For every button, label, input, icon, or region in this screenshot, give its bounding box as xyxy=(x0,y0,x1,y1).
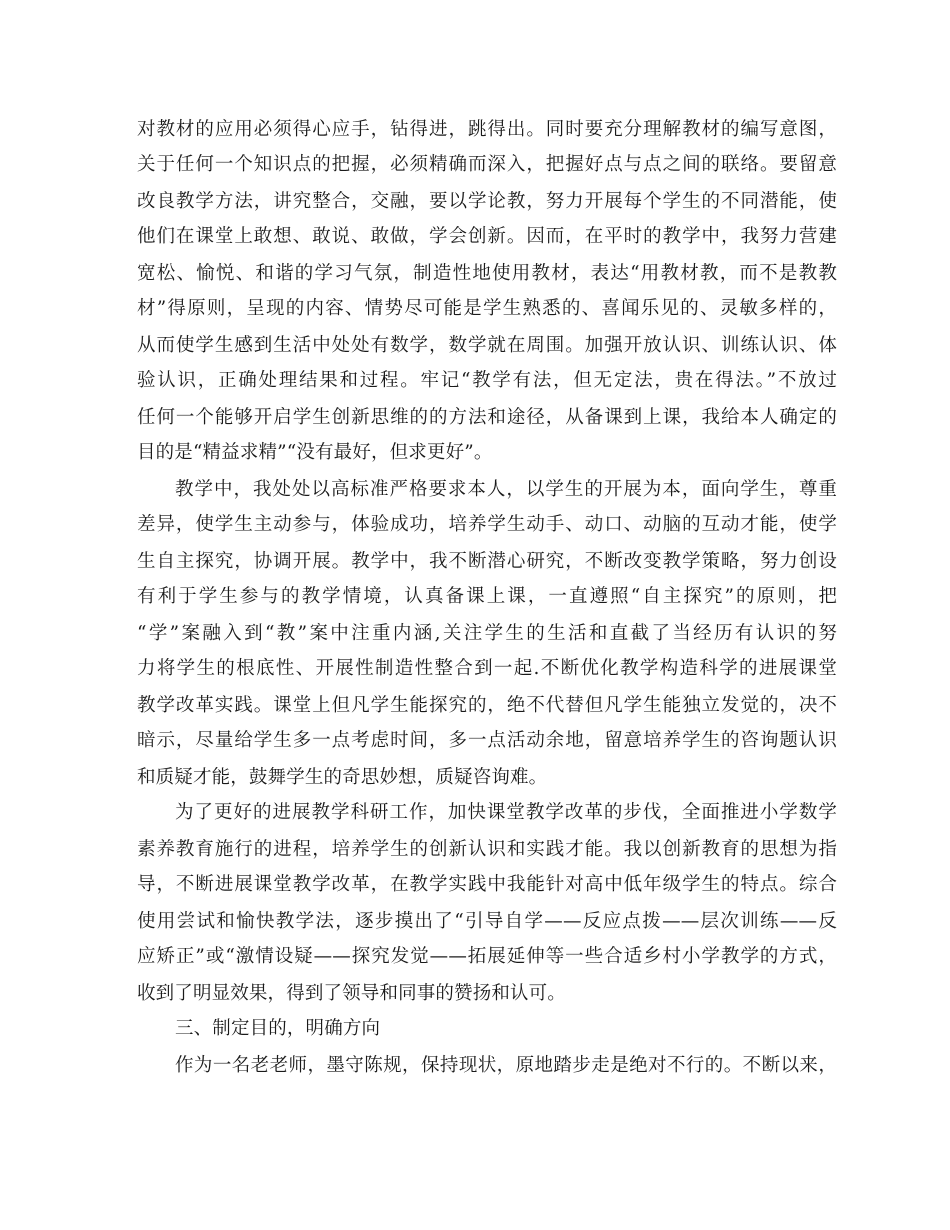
text-line: 材”得原则，呈现的内容、情势尽可能是学生熟悉的、喜闻乐见的、灵敏多样的， xyxy=(137,298,837,319)
text-line: 力将学生的根底性、开展性制造性整合到一起.不断优化教学构造科学的进展课堂 xyxy=(137,658,837,679)
text-line: 暗示，尽量给学生多一点考虑时间，多一点活动余地，留意培养学生的咨询题认识 xyxy=(137,730,837,751)
text-line: 收到了明显效果，得到了领导和同事的赞扬和认可。 xyxy=(137,983,566,1004)
text-line: 宽松、愉悦、和谐的学习气氛，制造性地使用教材，表达“用教材教，而不是教教 xyxy=(137,263,837,284)
text-line: 他们在课堂上敢想、敢说、敢做，学会创新。因而，在平时的教学中，我努力营建 xyxy=(137,226,837,247)
text-line: 使用尝试和愉快教学法，逐步摸出了“引导自学——反应点拨——层次训练——反 xyxy=(137,911,837,932)
paragraph-first-line: 教学中，我处处以高标准严格要求本人，以学生的开展为本，面向学生，尊重 xyxy=(175,479,837,500)
text-line: 从而使学生感到生活中处处有数学，数学就在周围。加强开放认识、训练认识、体 xyxy=(137,335,837,356)
text-line: 对教材的应用必须得心应手，钻得进，跳得出。同时要充分理解教材的编写意图， xyxy=(137,119,837,140)
text-line: 改良教学方法，讲究整合，交融，要以学论教，努力开展每个学生的不同潜能，使 xyxy=(137,191,837,212)
text-line: 有利于学生参与的教学情境，认真备课上课，一直遵照“自主探究”的原则，把 xyxy=(137,586,837,607)
section-heading: 三、制定目的，明确方向 xyxy=(175,1018,381,1039)
text-line: 关于任何一个知识点的把握，必须精确而深入，把握好点与点之间的联络。要留意 xyxy=(137,154,837,175)
text-line: 导，不断进展课堂教学改革，在教学实践中我能针对高中低年级学生的特点。综合 xyxy=(137,874,837,895)
text-line: 任何一个能够开启学生创新思维的的方法和途径，从备课到上课，我给本人确定的 xyxy=(137,407,837,428)
text-line: 生自主探究，协调开展。教学中，我不断潜心研究，不断改变教学策略，努力创设 xyxy=(137,551,837,572)
text-line: 教学改革实践。课堂上但凡学生能探究的，绝不代替但凡学生能独立发觉的，决不 xyxy=(137,695,837,716)
text-line: 差异，使学生主动参与，体验成功，培养学生动手、动口、动脑的互动才能，使学 xyxy=(137,514,837,535)
paragraph-first-line: 为了更好的进展教学科研工作，加快课堂教学改革的步伐，全面推进小学数学 xyxy=(175,802,837,823)
text-line: 应矫正”或“激情设疑——探究发觉——拓展延伸等一些合适乡村小学教学的方式， xyxy=(137,946,837,967)
text-line: 目的是“精益求精”“没有最好，但求更好”。 xyxy=(137,442,493,463)
text-line: “学”案融入到“教”案中注重内涵,关注学生的生活和直截了当经历有认识的努 xyxy=(137,623,837,644)
text-line: 素养教育施行的进程，培养学生的创新认识和实践才能。我以创新教育的思想为指 xyxy=(137,839,837,860)
text-line: 验认识，正确处理结果和过程。牢记“教学有法，但无定法，贵在得法。”不放过 xyxy=(137,370,837,391)
paragraph-first-line: 作为一名老老师，墨守陈规，保持现状，原地踏步走是绝对不行的。不断以来， xyxy=(175,1055,837,1076)
text-line: 和质疑才能，鼓舞学生的奇思妙想，质疑咨询难。 xyxy=(137,767,548,788)
